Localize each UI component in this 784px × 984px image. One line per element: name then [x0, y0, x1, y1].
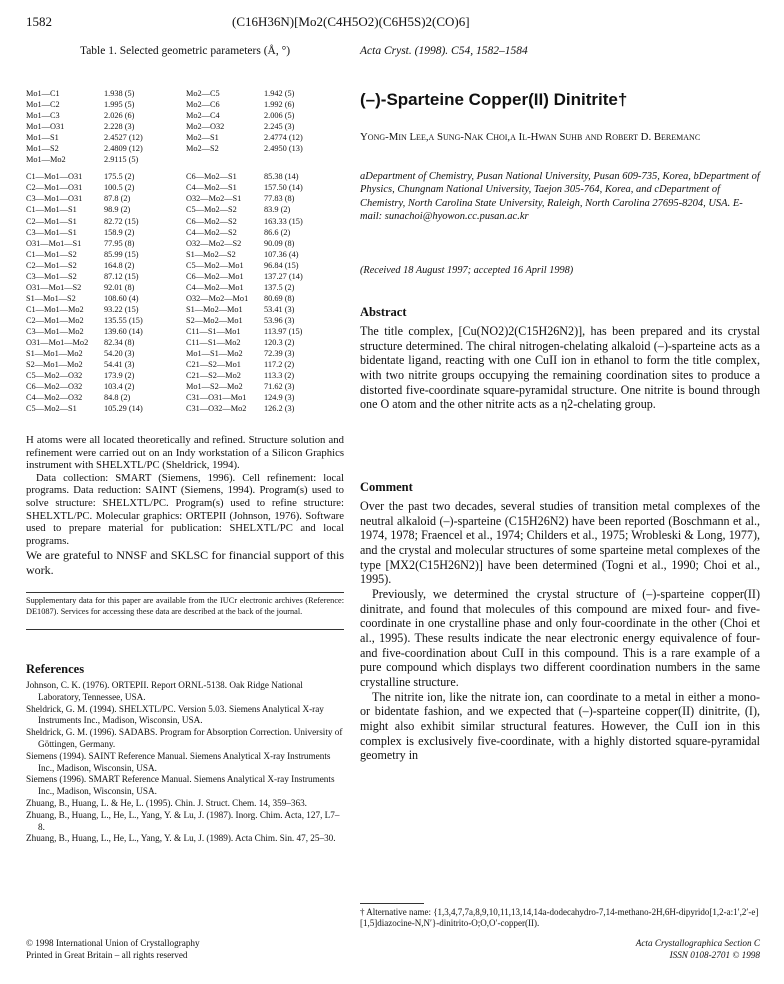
parameter-value: 54.20 (3)	[104, 349, 135, 359]
bond-row	[26, 110, 346, 121]
parameter-value: 82.72 (15)	[104, 216, 139, 226]
parameter-label: Mo1—Mo2	[26, 155, 66, 165]
parameter-value: 117.2 (2)	[264, 360, 295, 370]
parameter-label: C1—Mo1—Mo2	[26, 304, 84, 314]
parameter-label: O32—Mo2—Mo1	[186, 293, 249, 303]
comment-heading: Comment	[360, 480, 413, 494]
parameter-value: 164.8 (2)	[104, 260, 135, 270]
parameter-label: C11—S1—Mo1	[186, 326, 241, 336]
journal-reference: Acta Cryst. (1998). C54, 1582–1584	[360, 45, 528, 57]
footer-issn: ISSN 0108-2701 © 1998	[669, 949, 760, 960]
table-caption: Table 1. Selected geometric parameters (Å, °)	[79, 45, 291, 57]
parameter-value: 98.9 (2)	[104, 205, 131, 215]
parameter-value: 54.41 (3)	[104, 360, 135, 370]
parameter-label	[186, 154, 264, 165]
angle-row	[26, 238, 346, 249]
parameter-label: Mo2—S2	[186, 144, 219, 154]
parameter-value: 103.4 (2)	[104, 382, 135, 392]
parameter-label: S2—Mo2—Mo1	[186, 315, 243, 325]
journal-footer	[360, 938, 760, 961]
angle-row	[26, 293, 346, 304]
bond-row	[26, 121, 346, 132]
parameter-value: 1.995 (5)	[104, 100, 135, 110]
bond-row	[26, 143, 346, 154]
parameter-label: Mo1—C1	[26, 89, 60, 98]
angle-row	[26, 348, 346, 359]
parameter-label: Mo2—C5	[186, 89, 220, 98]
angle-row	[26, 392, 346, 403]
parameter-value: 158.9 (2)	[104, 227, 135, 237]
geometric-parameters-table	[26, 88, 346, 414]
angle-row	[26, 304, 346, 315]
parameter-label: O32—Mo2—S1	[186, 194, 242, 204]
parameter-label: S2—Mo1—Mo2	[26, 360, 83, 370]
parameter-value: 126.2 (3)	[264, 404, 295, 414]
footnote: † Alternative name: {1,3,4,7,7a,8,9,10,11,13,14,14a-dodecahydro-7,14-methano-2H,6H-dipyrido[1,2-a:1′,2′-e][1,5]diazocine-N,N′}-dinitrito-O;O,O′-copper(II).	[360, 907, 759, 929]
divider-bottom	[26, 629, 344, 630]
parameter-value: 107.36 (4)	[264, 249, 299, 259]
parameter-value: 1.938 (5)	[104, 89, 135, 98]
bond-row	[26, 88, 346, 99]
parameter-label: C6—Mo2—S2	[186, 216, 237, 226]
parameter-value: 2.4809 (12)	[104, 144, 143, 154]
parameter-label: Mo2—S1	[186, 133, 219, 143]
reference-item: Zhuang, B., Huang, L., He, L., Yang, Y. & Lu, J. (1987). Inorg. Chim. Acta, 127, L7–8.	[26, 809, 340, 832]
parameter-value	[264, 154, 346, 165]
parameter-label: Mo2—C4	[186, 111, 220, 121]
parameter-label: O32—Mo2—S2	[186, 238, 242, 248]
comment-text	[360, 499, 760, 763]
comment-paragraph-2: Previously, we determined the crystal structure of (–)-sparteine copper(II) dinitrate, and found that molecules of this compound are mixed four- and five-coordinate in one crystalline phase and only four-coordinate in the other (Choi et al., 1995). These results indicate the near electronic energy equivalence of four- and five-coordination about CuII in this compound. This is a rare example of a pure compound which displays two different coordination numbers in the same crystalline structure.	[360, 586, 760, 689]
parameter-label: O31—Mo1—S2	[26, 282, 82, 292]
parameter-label: C21—S2—Mo2	[186, 371, 241, 381]
references-list	[26, 680, 344, 845]
parameter-label: Mo2—C6	[186, 100, 220, 110]
parameter-label: C3—Mo1—O31	[26, 194, 83, 204]
parameter-value: 175.5 (2)	[104, 172, 135, 182]
parameter-value: 124.9 (3)	[264, 393, 295, 403]
parameter-value: 93.22 (15)	[104, 304, 139, 314]
parameter-value: 2.228 (3)	[104, 122, 135, 132]
parameter-value: 2.4527 (12)	[104, 133, 143, 143]
parameter-label: C1—Mo1—S2	[26, 249, 77, 259]
running-title: (C16H36N)[Mo2(C4H5O2)(C6H5S)2(CO)6]	[232, 14, 470, 29]
divider-top	[26, 592, 344, 593]
reference-item: Johnson, C. K. (1976). ORTEPII. Report ORNL-5138. Oak Ridge National Laboratory, Tennessee, USA.	[26, 680, 303, 702]
reference-item: Sheldrick, G. M. (1996). SADABS. Program for Absorption Correction. University of Göttingen, Germany.	[26, 727, 343, 749]
parameter-label: Mo1—O31	[26, 122, 65, 132]
angle-row	[26, 271, 346, 282]
parameter-value: 87.8 (2)	[104, 194, 131, 204]
abstract-text: The title complex, [Cu(NO2)2(C15H26N2)], has been prepared and its crystal structure determined. The chiral nitrogen-chelating alkaloid (–)-sparteine acts as a bidentate ligand, reacting with one CuII ion in ethanol to form the title complex, with two nitrite groups occupying the remaining coordination sites to produce a distorted five-coordinate square-pyramidal structure. One nitrite is bound through one O atom and the other nitrite acts as a η2-chelating group.	[360, 324, 760, 412]
angle-row	[26, 403, 346, 414]
angle-row	[26, 260, 346, 271]
authors: Yong-Min Lee,a Sung-Nak Choi,a Il-Hwan Suhb and Robert D. Beremanc	[360, 131, 701, 143]
angle-row	[26, 359, 346, 370]
parameter-value: 105.29 (14)	[104, 404, 143, 414]
angle-row	[26, 315, 346, 326]
parameter-label: C2—Mo1—S1	[26, 216, 77, 226]
parameter-label: C3—Mo1—S1	[26, 227, 77, 237]
parameter-label: C1—Mo1—O31	[26, 172, 83, 182]
parameter-value: 92.01 (8)	[104, 282, 135, 292]
parameter-value: 100.5 (2)	[104, 183, 135, 193]
parameter-label: C31—O31—Mo1	[186, 393, 247, 403]
parameter-value: 1.942 (5)	[264, 89, 295, 98]
parameter-label: C2—Mo1—Mo2	[26, 315, 84, 325]
parameter-label: Mo2—O32	[186, 122, 225, 132]
parameter-value: 2.4950 (13)	[264, 144, 303, 154]
refinement-paragraph: H atoms were all located theoretically and refined. Structure solution and refinement were carried out on an Indy workstation of a Silicon Graphics instrument with SHELXTL/PC (Sheldrick, 1994).	[26, 434, 344, 472]
acknowledgement: We are grateful to NNSF and SKLSC for financial support of this work.	[26, 548, 344, 577]
parameter-label: C11—S1—Mo2	[186, 338, 241, 348]
parameter-label: Mo1—S2—Mo2	[186, 382, 243, 392]
parameter-value: 113.3 (2)	[264, 371, 295, 381]
parameter-label: C5—Mo2—S1	[26, 404, 77, 414]
parameter-value: 80.69 (8)	[264, 293, 295, 303]
bond-row	[26, 154, 346, 165]
parameter-value: 77.83 (8)	[264, 194, 295, 204]
parameter-value: 157.50 (14)	[264, 183, 303, 193]
parameter-label: C31—O32—Mo2	[186, 404, 247, 414]
angle-row	[26, 193, 346, 204]
parameter-value: 77.95 (8)	[104, 238, 135, 248]
article-title: (–)-Sparteine Copper(II) Dinitrite†	[360, 90, 628, 109]
parameter-value: 72.39 (3)	[264, 349, 295, 359]
parameter-value: 2.026 (6)	[104, 111, 135, 121]
bond-row	[26, 132, 346, 143]
parameter-value: 83.9 (2)	[264, 205, 291, 215]
parameter-label: C5—Mo2—S2	[186, 205, 237, 215]
parameter-value: 173.9 (2)	[104, 371, 135, 381]
parameter-label: Mo1—S2	[26, 144, 59, 154]
data-collection-paragraph: Data collection: SMART (Siemens, 1996). Cell refinement: local programs. Data reduction: SAINT (Siemens, 1994). Program(s) used to solve structure: SHELXTL/PC. Program(s) used to refine structure: SHELXTL/PC. Molecular graphics: ORTEPII (Johnson, 1976). Software used to prepare material for publication: SHELXTL/PC and local programs.	[26, 471, 344, 547]
angle-row	[26, 216, 346, 227]
angle-row	[26, 227, 346, 238]
comment-paragraph-1: Over the past two decades, several studies of transition metal complexes of the neutral alkaloid (–)-sparteine (C15H26N2) have been reported (Boschmann et al., 1974, 1978; Fraencel et al., 1974; Childers et al., 1975; Wrobleski & Long, 1977), and the crystal and molecular structures of some sparteine metal complexes of the type [MX2(C15H26N2)] have been determined (Togni et al., 1990; Choi et al., 1995).	[360, 499, 760, 587]
reference-item: Siemens (1996). SMART Reference Manual. Siemens Analytical X-ray Instruments Inc., Madison, Wisconsin, USA.	[26, 774, 335, 797]
bond-row	[26, 99, 346, 110]
parameter-value: 87.12 (15)	[104, 271, 139, 281]
angle-row	[26, 326, 346, 337]
parameter-label: S1—Mo2—Mo1	[186, 304, 243, 314]
parameter-value: 84.8 (2)	[104, 393, 131, 403]
reference-item: Sheldrick, G. M. (1994). SHELXTL/PC. Version 5.03. Siemens Analytical X-ray Instruments Inc., Madison, Wisconsin, USA.	[26, 703, 324, 726]
parameter-label: C2—Mo1—O31	[26, 183, 83, 193]
parameter-value: 86.6 (2)	[264, 227, 291, 237]
parameter-label: C5—Mo2—O32	[26, 371, 83, 381]
parameter-label: C6—Mo2—Mo1	[186, 271, 244, 281]
parameter-label: C6—Mo2—O32	[26, 382, 83, 392]
parameter-label: Mo1—C2	[26, 100, 60, 110]
parameter-value: 163.33 (15)	[264, 216, 303, 226]
page-number: 1582	[26, 14, 52, 29]
parameter-value: 96.84 (15)	[264, 260, 299, 270]
parameter-label: Mo1—S1	[26, 133, 59, 143]
reference-item: Zhuang, B., Huang, L., He, L., Yang, Y. & Lu, J. (1989). Acta Chim. Sin. 47, 25–30.	[26, 833, 336, 844]
parameter-value: 2.006 (5)	[264, 111, 295, 121]
parameter-label: S1—Mo1—Mo2	[26, 349, 83, 359]
parameter-value: 85.99 (15)	[104, 249, 139, 259]
parameter-label: C21—S2—Mo1	[186, 360, 241, 370]
parameter-value: 1.992 (6)	[264, 100, 295, 110]
angle-row	[26, 337, 346, 348]
parameter-label: C3—Mo1—Mo2	[26, 326, 84, 336]
reference-item: Siemens (1994). SAINT Reference Manual. Siemens Analytical X-ray Instruments Inc., Madison, Wisconsin, USA.	[26, 750, 331, 773]
parameter-label: C4—Mo2—Mo1	[186, 282, 244, 292]
supplementary-note: Supplementary data for this paper are available from the IUCr electronic archives (Reference: DE1087). Services for accessing these data are described at the back of the journal.	[26, 596, 344, 616]
reference-item: Zhuang, B., Huang, L. & He, L. (1995). Chin. J. Struct. Chem. 14, 359–363.	[26, 797, 307, 808]
parameter-label: Mo1—C3	[26, 111, 60, 121]
refinement-section	[26, 434, 344, 547]
parameter-value: 135.55 (15)	[104, 315, 143, 325]
parameter-value: 53.96 (3)	[264, 315, 295, 325]
angle-row	[26, 370, 346, 381]
parameter-value: 53.41 (3)	[264, 304, 295, 314]
parameter-label: O31—Mo1—Mo2	[26, 338, 89, 348]
references-heading: References	[26, 662, 85, 676]
angle-row	[26, 282, 346, 293]
footer-journal: Acta Crystallographica Section C	[635, 938, 760, 948]
angle-row	[26, 249, 346, 260]
copyright-footer	[26, 938, 344, 961]
parameter-value: 113.97 (15)	[264, 326, 303, 336]
received-dates: (Received 18 August 1997; accepted 16 April 1998)	[360, 265, 574, 276]
parameter-value: 139.60 (14)	[104, 326, 143, 336]
parameter-label: C5—Mo2—Mo1	[186, 260, 244, 270]
angle-row	[26, 171, 346, 182]
parameter-value: 90.09 (8)	[264, 238, 295, 248]
parameter-label: C1—Mo1—S1	[26, 205, 77, 215]
parameter-label: C4—Mo2—O32	[26, 393, 83, 403]
parameter-value: 2.4774 (12)	[264, 133, 303, 143]
parameter-value: 120.3 (2)	[264, 338, 295, 348]
affiliations: aDepartment of Chemistry, Pusan National University, Pusan 609-735, Korea, bDepartment of Physics, Chungnam National University, Taejon 305-764, Korea, and cDepartment of Chemistry, North Carolina State University, Raleigh, North Carolina 27695-8204, USA. E-mail: sunachoi@hyowon.cc.pusan.ac.kr	[360, 171, 760, 223]
footnote-rule	[360, 903, 424, 904]
parameter-value: 71.62 (3)	[264, 382, 295, 392]
parameter-value: 85.38 (14)	[264, 172, 299, 182]
parameter-label: C4—Mo2—S1	[186, 183, 237, 193]
angle-row	[26, 204, 346, 215]
parameter-label: O31—Mo1—S1	[26, 238, 82, 248]
copyright-line: © 1998 International Union of Crystallography	[26, 938, 200, 948]
parameter-label: S1—Mo1—S2	[26, 293, 76, 303]
parameter-label: S1—Mo2—S2	[186, 249, 236, 259]
parameter-value: 2.245 (3)	[264, 122, 295, 132]
parameter-value: 137.5 (2)	[264, 282, 295, 292]
parameter-label: C6—Mo2—S1	[186, 172, 237, 182]
parameter-label: C4—Mo2—S2	[186, 227, 237, 237]
angle-row	[26, 381, 346, 392]
parameter-label: C3—Mo1—S2	[26, 271, 77, 281]
parameter-label: C2—Mo1—S2	[26, 260, 77, 270]
parameter-value: 82.34 (8)	[104, 338, 135, 348]
abstract-heading: Abstract	[360, 305, 407, 319]
parameter-label: Mo1—S1—Mo2	[186, 349, 243, 359]
comment-paragraph-3: The nitrite ion, like the nitrate ion, can coordinate to a metal in either a mono- or bidentate fashion, and we expected that (–)-sparteine copper(II) dinitrite, (I), might also exhibit similar structural features. However, the CuII ion in this complex is exclusively five-coordinate, with a highly distorted square-pyramidal geometry in	[360, 689, 760, 763]
angle-row	[26, 182, 346, 193]
parameter-value: 137.27 (14)	[264, 271, 303, 281]
printed-line: Printed in Great Britain – all rights reserved	[26, 949, 188, 960]
parameter-value: 108.60 (4)	[104, 293, 139, 303]
parameter-value: 2.9115 (5)	[104, 155, 139, 165]
